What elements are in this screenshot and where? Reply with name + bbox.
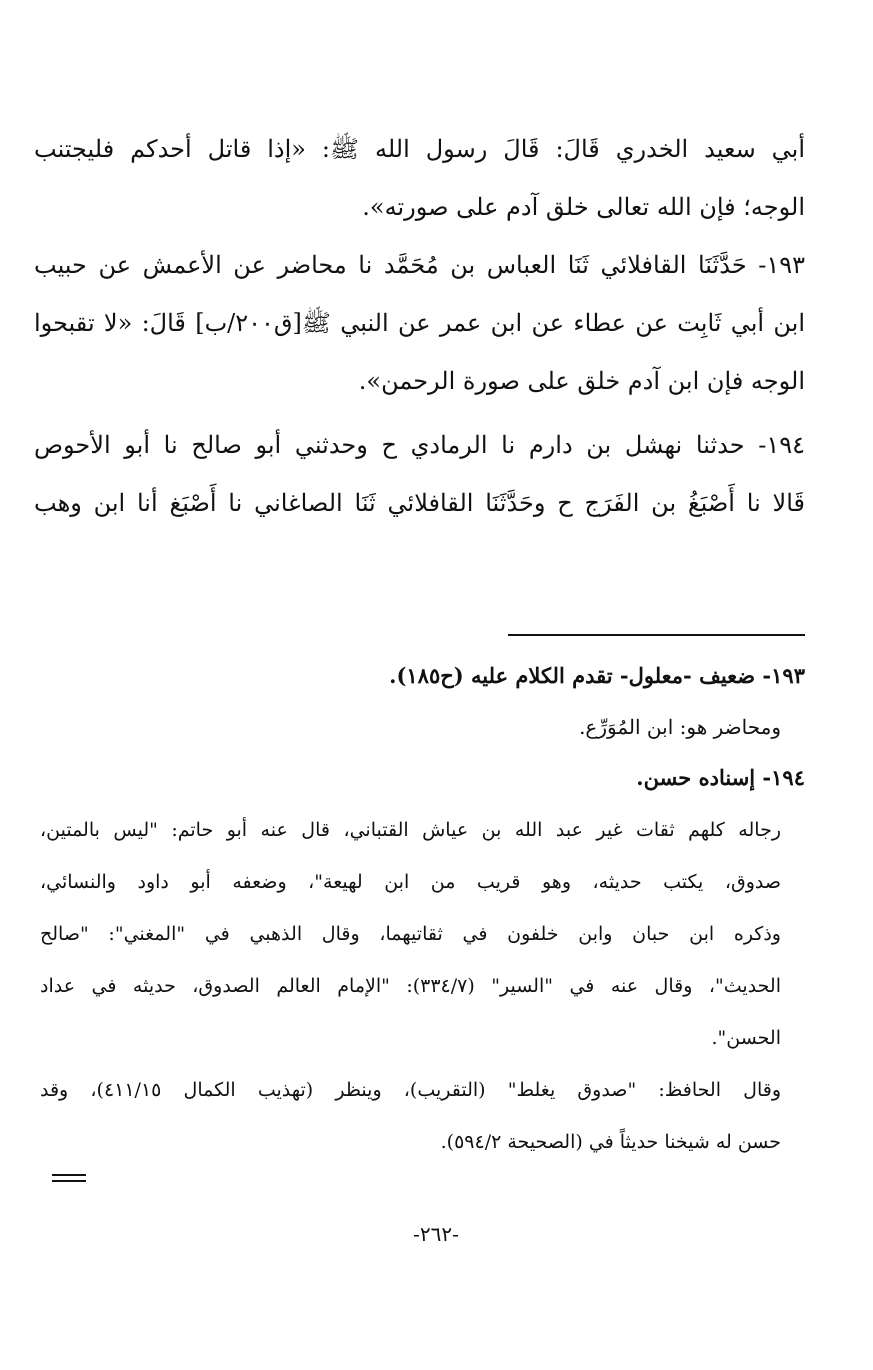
footnote-line: وذكره ابن حبان وابن خلفون في ثقاتيهما، وقال الذهبي في "المغني": "صالح bbox=[40, 923, 781, 945]
main-line: الوجه فإن ابن آدم خلق على صورة الرحمن». bbox=[358, 367, 805, 395]
main-line: الوجه؛ فإن الله تعالى خلق آدم على صورته». bbox=[362, 193, 805, 221]
footnote-line: صدوق، يكتب حديثه، وهو قريب من ابن لهيعة"، وضعفه أبو داود والنسائي، bbox=[40, 871, 781, 893]
main-line: ١٩٣- حَدَّثَنَا القافلائي ثَنَا العباس بن مُحَمَّد نا محاضر عن الأعمش عن حبيب bbox=[34, 251, 805, 279]
footnote-193-heading: ١٩٣- ضعيف -معلول- تقدم الكلام عليه (ح١٨٥). bbox=[389, 663, 805, 688]
footnote-194-paragraph-1 bbox=[40, 804, 805, 1064]
main-text bbox=[34, 120, 805, 532]
footnote-193-note: ومحاضر هو: ابن المُوَرِّع. bbox=[579, 715, 781, 739]
footnote-194-heading: ١٩٤- إسناده حسن. bbox=[636, 765, 805, 790]
footnote-line: حسن له شيخنا حديثاً في (الصحيحة ٥٩٤/٢). bbox=[440, 1131, 781, 1153]
end-marker bbox=[52, 1174, 86, 1186]
footnote-194-paragraph-2 bbox=[40, 1064, 805, 1168]
main-line: قَالا نا أَصْبَغُ بن الفَرَج ح وحَدَّثَنَا القافلائي ثَنَا الصاغاني نا أَصْبَغ أنا ابن وهب bbox=[34, 489, 805, 517]
footnote-line: الحسن". bbox=[711, 1027, 781, 1049]
page-number: -٢٦٢- bbox=[413, 1222, 459, 1246]
footnote-line: الحديث"، وقال عنه في "السير" (٣٣٤/٧): "الإمام العالم الصدوق، حديثه في عداد bbox=[40, 975, 781, 997]
footnote-separator bbox=[508, 634, 805, 636]
main-line: ابن أبي ثَابِت عن عطاء عن ابن عمر عن النبي ﷺ[ق٢٠٠/ب] قَالَ: «لا تقبحوا bbox=[34, 309, 805, 337]
footnote-line: وقال الحافظ: "صدوق يغلط" (التقريب)، وينظر (تهذيب الكمال ٤١١/١٥)، وقد bbox=[40, 1079, 781, 1101]
footnote-line: رجاله كلهم ثقات غير عبد الله بن عياش القتباني، قال عنه أبو حاتم: "ليس بالمتين، bbox=[40, 819, 781, 841]
main-line: ١٩٤- حدثنا نهشل بن دارم نا الرمادي ح وحدثني أبو صالح نا أبو الأحوص bbox=[34, 431, 805, 459]
footnotes bbox=[40, 650, 805, 1168]
main-line: أبي سعيد الخدري قَالَ: قَالَ رسول الله ﷺ: «إذا قاتل أحدكم فليجتنب bbox=[34, 135, 805, 163]
